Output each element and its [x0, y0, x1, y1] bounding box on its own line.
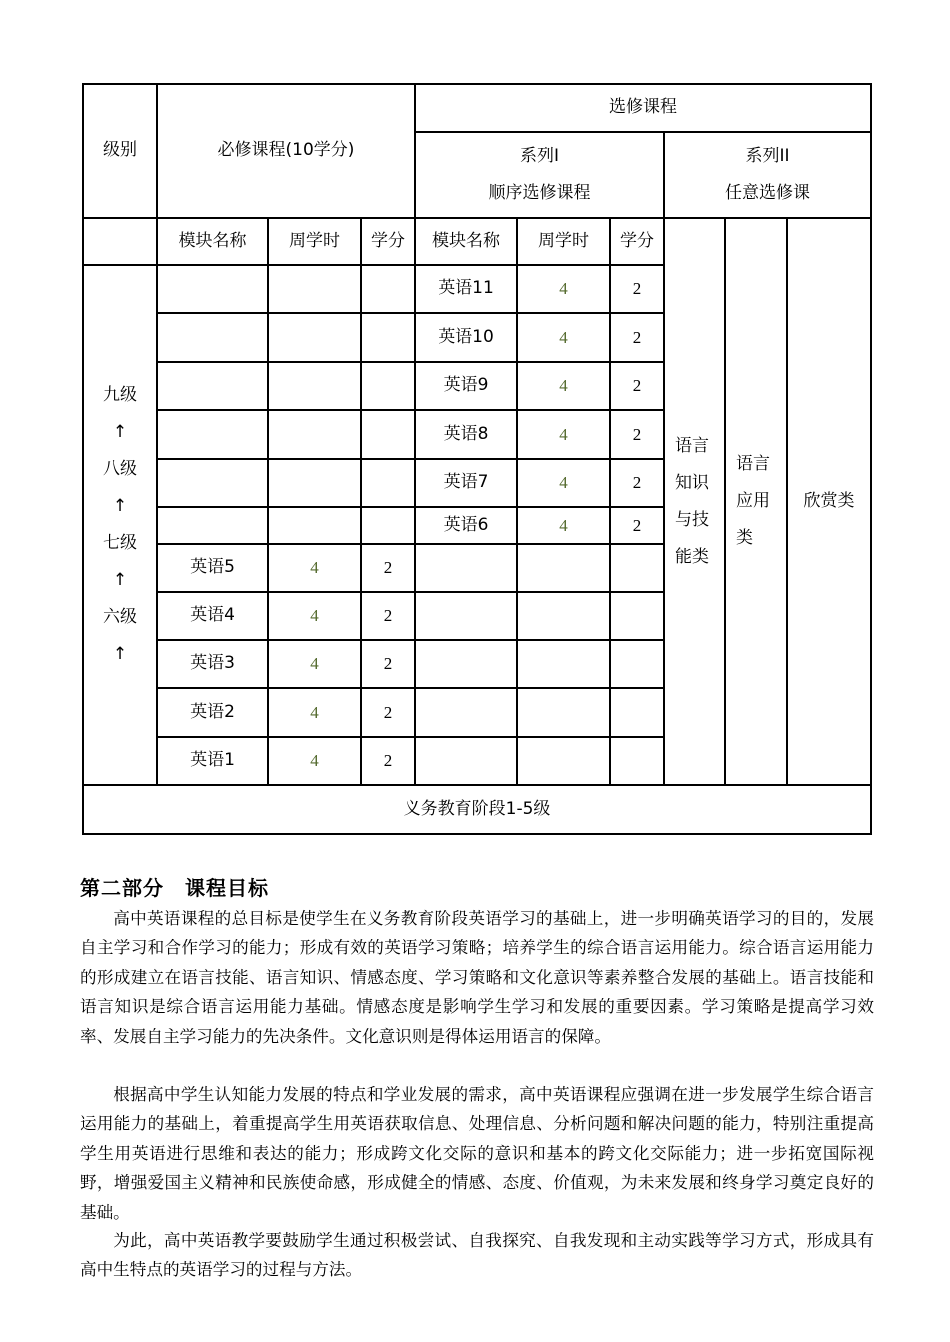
level-column — [83, 265, 157, 785]
empty-cell — [610, 544, 664, 592]
module-credits: 2 — [610, 507, 664, 544]
empty-cell — [361, 362, 415, 410]
level-label: 六级 — [103, 607, 137, 627]
module-name: 英语5 — [157, 544, 268, 592]
level-arrow: ↑ — [112, 644, 128, 664]
module-credits: 2 — [610, 265, 664, 313]
category-language-knowledge — [664, 218, 725, 785]
module-credits: 2 — [361, 592, 415, 640]
empty-cell — [268, 507, 361, 544]
module-credits: 2 — [361, 737, 415, 785]
series1-subtitle: 顺序选修课程 — [488, 183, 591, 203]
level-label: 八级 — [103, 459, 137, 479]
level-arrow: ↑ — [112, 496, 128, 516]
col-module-name: 模块名称 — [157, 218, 268, 265]
category-line: 语言 — [736, 454, 771, 474]
empty-cell — [517, 592, 610, 640]
module-hours: 4 — [517, 265, 610, 313]
module-credits: 2 — [610, 362, 664, 410]
empty-cell — [361, 459, 415, 507]
empty-cell — [268, 459, 361, 507]
empty-cell — [83, 218, 157, 265]
col-credits: 学分 — [361, 218, 415, 265]
module-hours: 4 — [517, 507, 610, 544]
col-module-name: 模块名称 — [415, 218, 517, 265]
module-hours: 4 — [268, 640, 361, 688]
level-label: 七级 — [103, 533, 137, 553]
empty-cell — [610, 640, 664, 688]
series1-header — [415, 132, 664, 218]
empty-cell — [610, 592, 664, 640]
category-line: 与技 — [675, 509, 710, 530]
empty-cell — [415, 544, 517, 592]
module-credits: 2 — [361, 688, 415, 737]
course-structure-table — [82, 83, 872, 835]
empty-cell — [361, 313, 415, 362]
table-footer: 义务教育阶段1-5级 — [83, 785, 871, 834]
empty-cell — [610, 737, 664, 785]
module-name: 英语10 — [415, 313, 517, 362]
col-credits: 学分 — [610, 218, 664, 265]
module-hours: 4 — [517, 410, 610, 459]
empty-cell — [517, 688, 610, 737]
series1-title: 系列I — [520, 146, 560, 166]
module-name: 英语9 — [415, 362, 517, 410]
module-hours: 4 — [268, 592, 361, 640]
category-line: 能类 — [675, 546, 710, 567]
section-heading: 第二部分 课程目标 — [80, 876, 269, 900]
empty-cell — [157, 507, 268, 544]
module-credits: 2 — [610, 410, 664, 459]
module-credits: 2 — [610, 313, 664, 362]
category-language-use — [725, 218, 787, 785]
category-line: 应用 — [736, 491, 771, 511]
empty-cell — [268, 265, 361, 313]
empty-cell — [268, 410, 361, 459]
paragraph: 为此，高中英语教学要鼓励学生通过积极尝试、自我探究、自我发现和主动实践等学习方式，形成具有高中生特点的英语学习的过程与方法。 — [80, 1231, 874, 1280]
module-hours: 4 — [268, 544, 361, 592]
level-label: 九级 — [103, 385, 137, 405]
module-name: 英语11 — [415, 265, 517, 313]
empty-cell — [415, 737, 517, 785]
module-name: 英语4 — [157, 592, 268, 640]
empty-cell — [610, 688, 664, 737]
module-name: 英语3 — [157, 640, 268, 688]
empty-cell — [361, 410, 415, 459]
empty-cell — [361, 265, 415, 313]
module-hours: 4 — [517, 313, 610, 362]
empty-cell — [268, 313, 361, 362]
module-hours: 4 — [268, 737, 361, 785]
module-credits: 2 — [361, 640, 415, 688]
level-header: 级别 — [83, 84, 157, 218]
module-name: 英语6 — [415, 507, 517, 544]
series2-header — [664, 132, 871, 218]
module-name: 英语2 — [157, 688, 268, 737]
category-line: 语言 — [675, 435, 710, 456]
level-arrow: ↑ — [112, 570, 128, 590]
empty-cell — [517, 737, 610, 785]
category-line: 知识 — [675, 472, 710, 493]
module-name: 英语8 — [415, 410, 517, 459]
category-line: 欣赏类 — [803, 491, 855, 511]
empty-cell — [415, 688, 517, 737]
empty-cell — [361, 507, 415, 544]
empty-cell — [517, 640, 610, 688]
compulsory-header: 必修课程(10学分) — [157, 84, 415, 218]
module-name: 英语1 — [157, 737, 268, 785]
paragraph: 根据高中学生认知能力发展的特点和学业发展的需求，高中英语课程应强调在进一步发展学生综合语言运用能力的基础上，着重提高学生用英语获取信息、处理信息、分析问题和解决问题的能力，特别注重提高学生用英语进行思维和表达的能力；形成跨文化交际的意识和基本的跨文化交际能力；进一步拓宽国际视野，增强爱国主义精神和民族使命感，形成健全的情感、态度、价值观，为未来发展和终身学习奠定良好的基础。 — [80, 1085, 874, 1222]
module-name: 英语7 — [415, 459, 517, 507]
col-weekly-hours: 周学时 — [517, 218, 610, 265]
series2-title: 系列II — [745, 146, 790, 166]
module-credits: 2 — [610, 459, 664, 507]
empty-cell — [157, 313, 268, 362]
elective-header: 选修课程 — [415, 84, 871, 132]
module-hours: 4 — [517, 362, 610, 410]
empty-cell — [157, 362, 268, 410]
empty-cell — [415, 592, 517, 640]
paragraph: 高中英语课程的总目标是使学生在义务教育阶段英语学习的基础上，进一步明确英语学习的目的，发展自主学习和合作学习的能力；形成有效的英语学习策略；培养学生的综合语言运用能力。综合语言运用能力的形成建立在语言技能、语言知识、情感态度、学习策略和文化意识等素养整合发展的基础上。语言技能和语言知识是综合语言运用能力基础。情感态度是影响学生学习和发展的重要因素。学习策略是提高学习效率、发展自主学习能力的先决条件。文化意识则是得体运用语言的保障。 — [80, 909, 874, 1046]
empty-cell — [268, 362, 361, 410]
level-arrow: ↑ — [112, 422, 128, 442]
category-appreciation — [787, 218, 871, 785]
empty-cell — [157, 265, 268, 313]
category-line: 类 — [736, 528, 754, 548]
col-weekly-hours: 周学时 — [268, 218, 361, 265]
empty-cell — [517, 544, 610, 592]
empty-cell — [157, 410, 268, 459]
series2-subtitle: 任意选修课 — [725, 183, 811, 203]
module-credits: 2 — [361, 544, 415, 592]
module-hours: 4 — [268, 688, 361, 737]
empty-cell — [157, 459, 268, 507]
empty-cell — [415, 640, 517, 688]
module-hours: 4 — [517, 459, 610, 507]
